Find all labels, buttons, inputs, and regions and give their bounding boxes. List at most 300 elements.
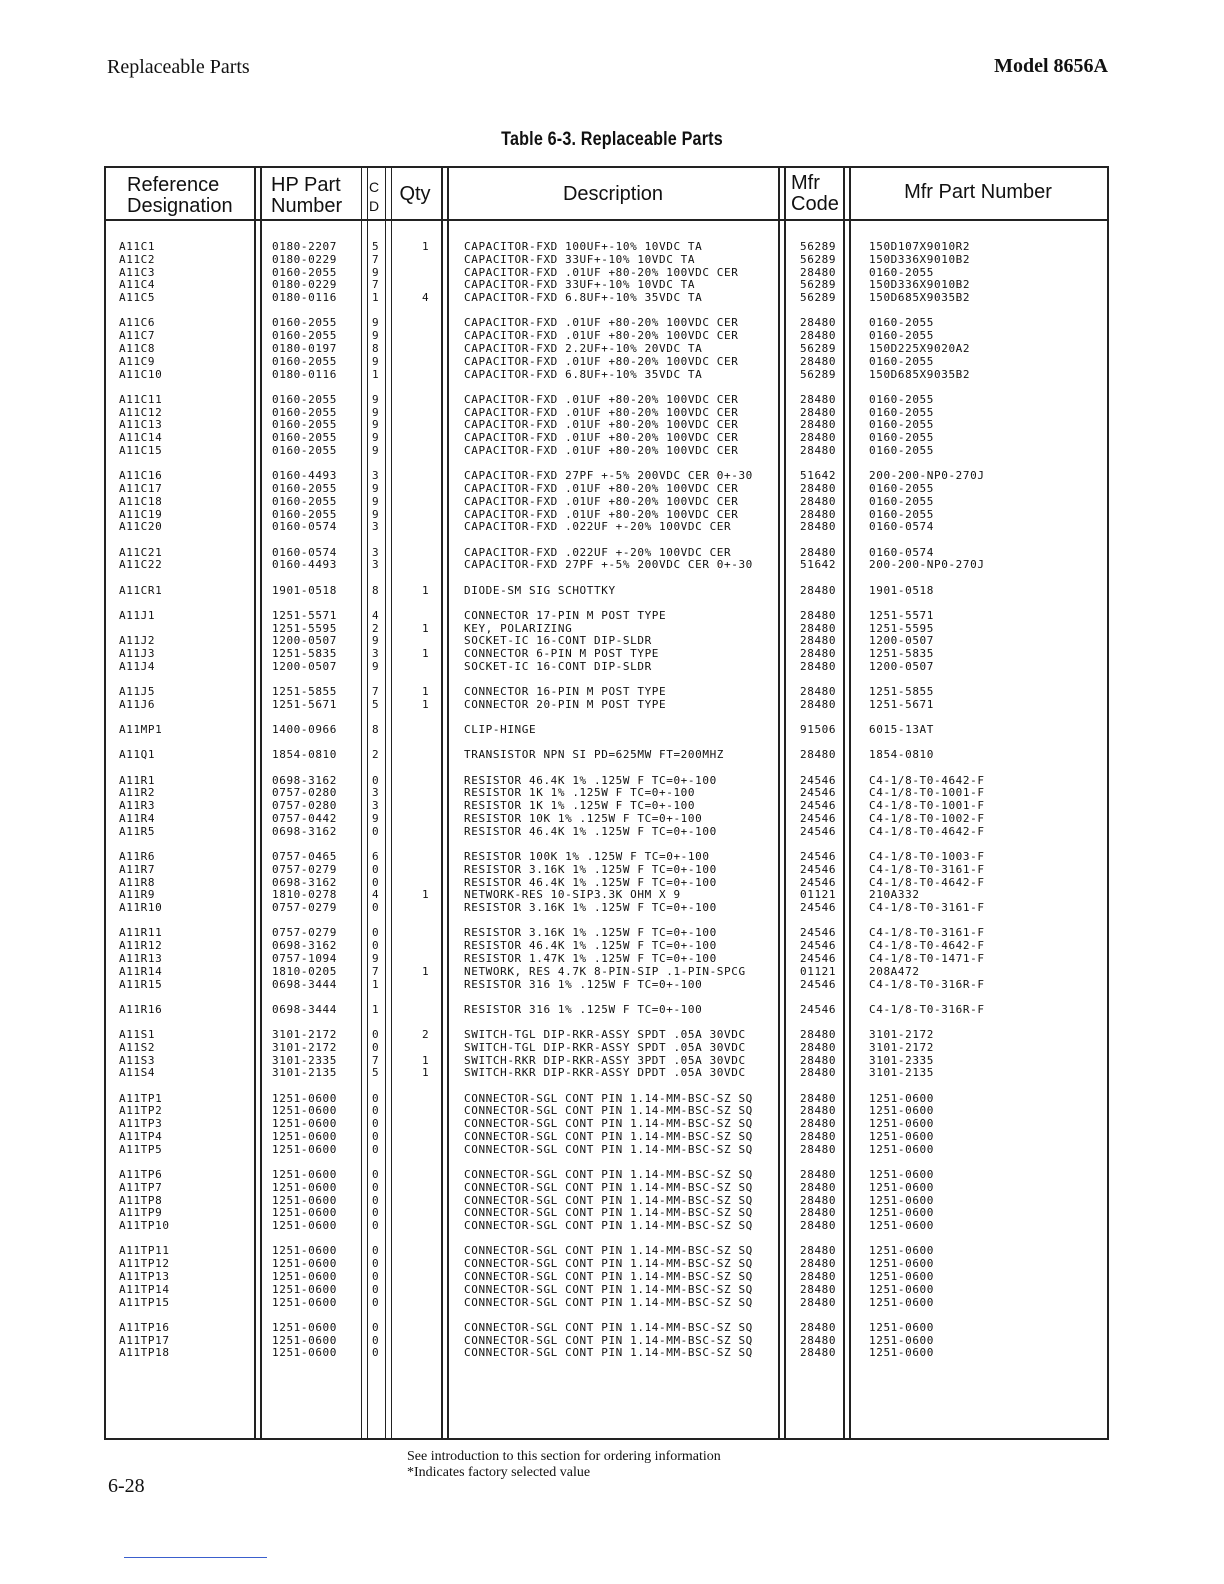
cell-hp-part: 1200-0507 (272, 634, 338, 648)
cell-reference: A11R15 (119, 977, 163, 991)
cell-reference: A11C4 (119, 278, 156, 292)
cell-description: RESISTOR 3.16K 1% .125W F TC=0+-100 (464, 862, 717, 876)
cell-cd: 1 (372, 1002, 380, 1016)
cell-reference: A11C6 (119, 316, 156, 330)
cell-description: SOCKET-IC 16-CONT DIP-SLDR (464, 660, 652, 673)
cell-mfr-code: 28480 (800, 316, 837, 330)
cell-cd: 0 (372, 1295, 380, 1309)
cell-mfr-part-number: 1251-0600 (869, 1219, 935, 1233)
cell-reference: A11S4 (119, 1066, 156, 1080)
cell-cd: 0 (372, 1257, 380, 1271)
cell-mfr-code: 28480 (800, 1028, 837, 1041)
cell-mfr-code: 24546 (800, 850, 837, 863)
cell-description: CONNECTOR-SGL CONT PIN 1.14-MM-BSC-SZ SQ (464, 1104, 753, 1118)
cell-reference: A11R8 (119, 875, 156, 889)
cell-description: CAPACITOR-FXD 27PF +-5% 200VDC CER 0+-30 (464, 469, 753, 483)
cell-cd: 0 (372, 1168, 380, 1181)
cell-mfr-part-number: C4-1/8-T0-3161-F (869, 901, 985, 915)
cell-mfr-part-number: 1251-0600 (869, 1130, 935, 1143)
cell-cd: 7 (372, 278, 380, 292)
cell-mfr-part-number: C4-1/8-T0-1471-F (869, 952, 985, 965)
cell-mfr-code: 28480 (800, 482, 837, 495)
cell-mfr-part-number: 0160-2055 (869, 418, 935, 432)
cell-cd: 9 (372, 494, 380, 508)
cell-qty: 4 (422, 291, 430, 305)
cell-hp-part: 1251-0600 (272, 1104, 338, 1118)
cell-description: RESISTOR 100K 1% .125W F TC=0+-100 (464, 850, 710, 863)
cell-mfr-code: 56289 (800, 278, 837, 292)
cell-description: SOCKET-IC 16-CONT DIP-SLDR (464, 634, 652, 648)
cell-cd: 9 (372, 507, 380, 521)
cell-mfr-part-number: C4-1/8-T0-1002-F (869, 812, 985, 825)
cell-reference: A11J5 (119, 685, 156, 699)
cell-mfr-code: 28480 (800, 1244, 837, 1258)
cell-description: CONNECTOR-SGL CONT PIN 1.14-MM-BSC-SZ SQ (464, 1117, 753, 1131)
cell-cd: 9 (372, 952, 380, 965)
cell-mfr-code: 01121 (800, 888, 837, 902)
cell-cd: 9 (372, 316, 380, 330)
cell-mfr-part-number: 0160-0574 (869, 520, 935, 534)
cell-mfr-code: 28480 (800, 1091, 837, 1105)
cell-qty: 1 (422, 888, 430, 902)
cell-hp-part: 0160-2055 (272, 405, 338, 419)
cell-mfr-part-number: 0160-2055 (869, 507, 935, 521)
cell-mfr-code: 28480 (800, 1282, 837, 1296)
cell-hp-part: 1251-0600 (272, 1282, 338, 1296)
cell-description: RESISTOR 46.4K 1% .125W F TC=0+-100 (464, 773, 717, 787)
cell-mfr-part-number: 0160-2055 (869, 354, 935, 368)
cell-cd: 0 (372, 1346, 380, 1360)
cell-mfr-code: 28480 (800, 545, 837, 559)
page-header-left: Replaceable Parts (107, 56, 250, 78)
cell-description: CONNECTOR 6-PIN M POST TYPE (464, 647, 660, 661)
cell-description: RESISTOR 316 1% .125W F TC=0+-100 (464, 977, 703, 991)
cell-hp-part: 0160-2055 (272, 354, 338, 368)
cell-mfr-part-number: C4-1/8-T0-1001-F (869, 799, 985, 813)
cell-reference: A11C21 (119, 545, 163, 559)
cell-cd: 0 (372, 824, 380, 838)
cell-mfr-part-number: 0160-2055 (869, 494, 935, 508)
page-number: 6-28 (108, 1475, 145, 1497)
cell-description: CAPACITOR-FXD .022UF +-20% 100VDC CER (464, 545, 732, 559)
cell-reference: A11J4 (119, 660, 156, 673)
cell-mfr-part-number: C4-1/8-T0-4642-F (869, 939, 985, 953)
cell-reference: A11TP16 (119, 1320, 170, 1334)
cell-description: KEY, POLARIZING (464, 621, 573, 635)
cell-mfr-code: 28480 (800, 583, 837, 597)
cell-reference: A11R10 (119, 901, 163, 915)
cell-hp-part: 1251-5595 (272, 621, 338, 635)
cell-description: RESISTOR 3.16K 1% .125W F TC=0+-100 (464, 901, 717, 915)
cell-cd: 0 (372, 1142, 380, 1156)
cell-qty: 1 (422, 685, 430, 699)
cell-cd: 9 (372, 392, 380, 406)
cell-reference: A11C22 (119, 558, 163, 572)
cell-reference: A11S1 (119, 1028, 156, 1041)
cell-reference: A11TP18 (119, 1346, 170, 1360)
cell-cd: 9 (372, 812, 380, 825)
cell-reference: A11TP14 (119, 1282, 170, 1296)
cell-cd: 9 (372, 634, 380, 648)
col-head-mfr-part-number: Mfr Part Number (904, 181, 1052, 203)
cell-qty: 1 (422, 964, 430, 978)
cell-mfr-part-number: 1854-0810 (869, 748, 935, 762)
cell-description: RESISTOR 1K 1% .125W F TC=0+-100 (464, 799, 696, 813)
col-head-reference: Reference Designation (127, 174, 233, 217)
cell-mfr-code: 28480 (800, 660, 837, 673)
cell-mfr-code: 28480 (800, 608, 837, 622)
cell-cd: 1 (372, 367, 380, 381)
cell-mfr-code: 24546 (800, 773, 837, 787)
cell-mfr-code: 28480 (800, 1117, 837, 1131)
cell-mfr-code: 28480 (800, 1295, 837, 1309)
cell-reference: A11R7 (119, 862, 156, 876)
cell-cd: 7 (372, 252, 380, 266)
cell-qty: 1 (422, 1066, 430, 1080)
cell-reference: A11S2 (119, 1040, 156, 1054)
cell-description: CONNECTOR-SGL CONT PIN 1.14-MM-BSC-SZ SQ (464, 1257, 753, 1271)
cell-hp-part: 0180-0116 (272, 291, 338, 305)
cell-hp-part: 3101-2335 (272, 1053, 338, 1067)
cell-reference: A11TP1 (119, 1091, 163, 1105)
cell-mfr-code: 28480 (800, 1104, 837, 1118)
cell-mfr-part-number: 1251-0600 (869, 1295, 935, 1309)
cell-reference: A11R14 (119, 964, 163, 978)
cell-cd: 0 (372, 1193, 380, 1207)
cell-description: CAPACITOR-FXD .01UF +80-20% 100VDC CER (464, 431, 739, 445)
cell-mfr-part-number: C4-1/8-T0-316R-F (869, 977, 985, 991)
cell-hp-part: 0180-0229 (272, 252, 338, 266)
cell-description: RESISTOR 1K 1% .125W F TC=0+-100 (464, 786, 696, 800)
cell-mfr-code: 28480 (800, 748, 837, 762)
cell-mfr-code: 24546 (800, 901, 837, 915)
cell-cd: 4 (372, 608, 380, 622)
cell-cd: 3 (372, 799, 380, 813)
cell-mfr-code: 28480 (800, 1346, 837, 1360)
cell-reference: A11J3 (119, 647, 156, 661)
cell-hp-part: 0698-3162 (272, 824, 338, 838)
cell-cd: 6 (372, 850, 380, 863)
cell-qty: 1 (422, 1053, 430, 1067)
cell-mfr-part-number: 1251-0600 (869, 1193, 935, 1207)
cell-description: SWITCH-RKR DIP-RKR-ASSY DPDT .05A 30VDC (464, 1066, 746, 1080)
cell-reference: A11C16 (119, 469, 163, 483)
col-head-hp-part: HP Part Number (271, 174, 343, 217)
cell-cd: 0 (372, 1320, 380, 1334)
cell-cd: 0 (372, 1028, 380, 1041)
cell-mfr-part-number: 208A472 (869, 964, 920, 978)
cell-reference: A11C19 (119, 507, 163, 521)
cell-description: SWITCH-RKR DIP-RKR-ASSY 3PDT .05A 30VDC (464, 1053, 746, 1067)
cell-reference: A11TP10 (119, 1219, 170, 1233)
cell-hp-part: 1251-0600 (272, 1130, 338, 1143)
cell-hp-part: 0698-3162 (272, 939, 338, 953)
cell-hp-part: 1251-0600 (272, 1180, 338, 1194)
cell-hp-part: 1251-0600 (272, 1117, 338, 1131)
cell-mfr-code: 24546 (800, 786, 837, 800)
cell-mfr-part-number: 200-200-NP0-270J (869, 558, 985, 572)
cell-mfr-part-number: 1901-0518 (869, 583, 935, 597)
cell-hp-part: 0160-4493 (272, 558, 338, 572)
cell-cd: 0 (372, 1180, 380, 1194)
cell-hp-part: 1251-0600 (272, 1142, 338, 1156)
cell-mfr-part-number: 1200-0507 (869, 660, 935, 673)
cell-mfr-part-number: C4-1/8-T0-1003-F (869, 850, 985, 863)
cell-hp-part: 0757-0279 (272, 862, 338, 876)
cell-qty: 2 (422, 1028, 430, 1041)
cell-hp-part: 0160-2055 (272, 392, 338, 406)
cell-mfr-code: 51642 (800, 558, 837, 572)
cell-mfr-part-number: 3101-2172 (869, 1040, 935, 1054)
cell-mfr-part-number: 150D685X9035B2 (869, 291, 971, 305)
cell-mfr-part-number: 150D336X9010B2 (869, 252, 971, 266)
cell-mfr-part-number: 1251-0600 (869, 1206, 935, 1220)
cell-mfr-code: 56289 (800, 342, 837, 355)
cell-cd: 9 (372, 444, 380, 457)
col-head-description: Description (562, 183, 664, 205)
cell-mfr-code: 24546 (800, 926, 837, 940)
cell-hp-part: 1251-0600 (272, 1193, 338, 1207)
cell-qty: 1 (422, 621, 430, 635)
cell-mfr-code: 28480 (800, 1130, 837, 1143)
cell-reference: A11C17 (119, 482, 163, 495)
cell-cd: 1 (372, 291, 380, 305)
cell-hp-part: 0160-0574 (272, 545, 338, 559)
cell-reference: A11TP4 (119, 1130, 163, 1143)
cell-description: CAPACITOR-FXD 6.8UF+-10% 35VDC TA (464, 291, 703, 305)
cell-description: CONNECTOR-SGL CONT PIN 1.14-MM-BSC-SZ SQ (464, 1193, 753, 1207)
cell-mfr-part-number: 150D107X9010R2 (869, 240, 971, 253)
cell-reference: A11C10 (119, 367, 163, 381)
cell-description: CAPACITOR-FXD 27PF +-5% 200VDC CER 0+-30 (464, 558, 753, 572)
cell-mfr-code: 28480 (800, 1040, 837, 1054)
cell-cd: 9 (372, 405, 380, 419)
cell-description: CONNECTOR-SGL CONT PIN 1.14-MM-BSC-SZ SQ (464, 1180, 753, 1194)
cell-mfr-part-number: 1251-0600 (869, 1244, 935, 1258)
cell-mfr-code: 28480 (800, 621, 837, 635)
cell-hp-part: 3101-2172 (272, 1028, 338, 1041)
cell-hp-part: 1854-0810 (272, 748, 338, 762)
cell-reference: A11R5 (119, 824, 156, 838)
cell-mfr-code: 51642 (800, 469, 837, 483)
cell-hp-part: 1251-5855 (272, 685, 338, 699)
cell-description: CAPACITOR-FXD .01UF +80-20% 100VDC CER (464, 405, 739, 419)
cell-cd: 9 (372, 482, 380, 495)
cell-cd: 9 (372, 265, 380, 279)
cell-mfr-code: 28480 (800, 1270, 837, 1283)
cell-cd: 4 (372, 888, 380, 902)
cell-mfr-part-number: 1251-5571 (869, 608, 935, 622)
cell-description: RESISTOR 316 1% .125W F TC=0+-100 (464, 1002, 703, 1016)
cell-qty: 1 (422, 698, 430, 711)
cell-cd: 3 (372, 545, 380, 559)
cell-reference: A11R1 (119, 773, 156, 787)
cell-mfr-part-number: 1200-0507 (869, 634, 935, 648)
cell-mfr-code: 28480 (800, 698, 837, 711)
cell-qty: 1 (422, 240, 430, 253)
cell-mfr-code: 28480 (800, 354, 837, 368)
cell-reference: A11TP8 (119, 1193, 163, 1207)
cell-mfr-part-number: 1251-5595 (869, 621, 935, 635)
cell-reference: A11TP3 (119, 1117, 163, 1131)
cell-mfr-part-number: 1251-0600 (869, 1104, 935, 1118)
cell-reference: A11R13 (119, 952, 163, 965)
cell-mfr-part-number: C4-1/8-T0-1001-F (869, 786, 985, 800)
cell-mfr-code: 24546 (800, 799, 837, 813)
cell-cd: 8 (372, 583, 380, 597)
cell-reference: A11TP15 (119, 1295, 170, 1309)
cell-description: RESISTOR 46.4K 1% .125W F TC=0+-100 (464, 824, 717, 838)
cell-description: CONNECTOR-SGL CONT PIN 1.14-MM-BSC-SZ SQ (464, 1244, 753, 1258)
cell-cd: 0 (372, 1040, 380, 1054)
cell-description: CONNECTOR-SGL CONT PIN 1.14-MM-BSC-SZ SQ (464, 1270, 753, 1283)
cell-reference: A11R6 (119, 850, 156, 863)
cell-reference: A11TP11 (119, 1244, 170, 1258)
cell-mfr-code: 28480 (800, 265, 837, 279)
cell-reference: A11TP2 (119, 1104, 163, 1118)
cell-hp-part: 0180-2207 (272, 240, 338, 253)
cell-description: CAPACITOR-FXD .01UF +80-20% 100VDC CER (464, 265, 739, 279)
cell-mfr-part-number: 1251-0600 (869, 1346, 935, 1360)
cell-description: CAPACITOR-FXD .01UF +80-20% 100VDC CER (464, 329, 739, 343)
cell-mfr-code: 28480 (800, 1257, 837, 1271)
cell-mfr-part-number: 1251-0600 (869, 1142, 935, 1156)
cell-mfr-part-number: 1251-0600 (869, 1180, 935, 1194)
cell-description: CONNECTOR 20-PIN M POST TYPE (464, 698, 667, 711)
cell-hp-part: 1251-0600 (272, 1257, 338, 1271)
cell-mfr-code: 28480 (800, 1168, 837, 1181)
cell-mfr-part-number: C4-1/8-T0-316R-F (869, 1002, 985, 1016)
cell-description: CONNECTOR-SGL CONT PIN 1.14-MM-BSC-SZ SQ (464, 1333, 753, 1347)
cell-mfr-code: 28480 (800, 685, 837, 699)
cell-mfr-part-number: C4-1/8-T0-3161-F (869, 926, 985, 940)
cell-hp-part: 0160-2055 (272, 418, 338, 432)
cell-hp-part: 1251-5835 (272, 647, 338, 661)
cell-hp-part: 3101-2135 (272, 1066, 338, 1080)
cell-hp-part: 1251-0600 (272, 1295, 338, 1309)
cell-cd: 9 (372, 660, 380, 673)
cell-description: CONNECTOR-SGL CONT PIN 1.14-MM-BSC-SZ SQ (464, 1346, 753, 1360)
cell-description: CAPACITOR-FXD 33UF+-10% 10VDC TA (464, 278, 696, 292)
cell-description: CAPACITOR-FXD 100UF+-10% 10VDC TA (464, 240, 703, 253)
cell-reference: A11S3 (119, 1053, 156, 1067)
cell-reference: A11TP9 (119, 1206, 163, 1220)
cell-reference: A11C3 (119, 265, 156, 279)
cell-hp-part: 0180-0229 (272, 278, 338, 292)
cell-hp-part: 0698-3444 (272, 1002, 338, 1016)
cell-reference: A11Q1 (119, 748, 156, 762)
cell-cd: 0 (372, 1206, 380, 1220)
cell-mfr-code: 28480 (800, 1333, 837, 1347)
cell-mfr-part-number: 0160-0574 (869, 545, 935, 559)
cell-hp-part: 0757-1094 (272, 952, 338, 965)
cell-mfr-code: 28480 (800, 405, 837, 419)
cell-mfr-part-number: 150D336X9010B2 (869, 278, 971, 292)
cell-cd: 9 (372, 418, 380, 432)
cell-hp-part: 0757-0279 (272, 901, 338, 915)
cell-description: SWITCH-TGL DIP-RKR-ASSY SPDT .05A 30VDC (464, 1028, 746, 1041)
cell-reference: A11C2 (119, 252, 156, 266)
cell-description: CAPACITOR-FXD .01UF +80-20% 100VDC CER (464, 418, 739, 432)
cell-mfr-part-number: 1251-0600 (869, 1333, 935, 1347)
cell-hp-part: 1251-0600 (272, 1091, 338, 1105)
cell-mfr-code: 28480 (800, 1180, 837, 1194)
cell-mfr-code: 28480 (800, 392, 837, 406)
cell-cd: 0 (372, 926, 380, 940)
cell-mfr-part-number: 1251-5835 (869, 647, 935, 661)
cell-hp-part: 1251-0600 (272, 1219, 338, 1233)
cell-mfr-part-number: 3101-2172 (869, 1028, 935, 1041)
cell-mfr-part-number: C4-1/8-T0-3161-F (869, 862, 985, 876)
cell-reference: A11C1 (119, 240, 156, 253)
cell-cd: 0 (372, 1130, 380, 1143)
cell-mfr-part-number: 0160-2055 (869, 405, 935, 419)
cell-mfr-code: 56289 (800, 367, 837, 381)
cell-reference: A11C18 (119, 494, 163, 508)
cell-mfr-code: 24546 (800, 939, 837, 953)
page-header-right: Model 8656A (994, 55, 1108, 77)
cell-cd: 8 (372, 723, 380, 737)
cell-mfr-part-number: 200-200-NP0-270J (869, 469, 985, 483)
cell-description: TRANSISTOR NPN SI PD=625MW FT=200MHZ (464, 748, 725, 762)
cell-hp-part: 0757-0442 (272, 812, 338, 825)
cell-description: CONNECTOR-SGL CONT PIN 1.14-MM-BSC-SZ SQ (464, 1295, 753, 1309)
cell-hp-part: 1200-0507 (272, 660, 338, 673)
cell-cd: 3 (372, 786, 380, 800)
cell-mfr-part-number: 1251-0600 (869, 1091, 935, 1105)
cell-hp-part: 1810-0278 (272, 888, 338, 902)
cell-cd: 0 (372, 1282, 380, 1296)
cell-reference: A11TP12 (119, 1257, 170, 1271)
cell-mfr-code: 56289 (800, 252, 837, 266)
cell-hp-part: 0160-2055 (272, 444, 338, 457)
cell-hp-part: 0160-2055 (272, 494, 338, 508)
cell-reference: A11TP5 (119, 1142, 163, 1156)
cell-description: CAPACITOR-FXD .01UF +80-20% 100VDC CER (464, 482, 739, 495)
cell-cd: 5 (372, 1066, 380, 1080)
cell-description: CONNECTOR-SGL CONT PIN 1.14-MM-BSC-SZ SQ (464, 1320, 753, 1334)
cell-reference: A11R9 (119, 888, 156, 902)
cell-description: RESISTOR 3.16K 1% .125W F TC=0+-100 (464, 926, 717, 940)
cell-reference: A11TP17 (119, 1333, 170, 1347)
cell-cd: 2 (372, 621, 380, 635)
cell-mfr-code: 28480 (800, 647, 837, 661)
cell-description: NETWORK-RES 10-SIP3.3K OHM X 9 (464, 888, 681, 902)
cell-cd: 0 (372, 1333, 380, 1347)
cell-hp-part: 1400-0966 (272, 723, 338, 737)
cell-description: RESISTOR 46.4K 1% .125W F TC=0+-100 (464, 875, 717, 889)
cell-mfr-part-number: 1251-5671 (869, 698, 935, 711)
cell-mfr-code: 56289 (800, 291, 837, 305)
cell-hp-part: 0160-2055 (272, 316, 338, 330)
cell-cd: 0 (372, 875, 380, 889)
cell-mfr-part-number: 1251-0600 (869, 1270, 935, 1283)
cell-hp-part: 0180-0116 (272, 367, 338, 381)
cell-reference: A11C5 (119, 291, 156, 305)
cell-cd: 2 (372, 748, 380, 762)
cell-hp-part: 0757-0465 (272, 850, 338, 863)
cell-description: CONNECTOR-SGL CONT PIN 1.14-MM-BSC-SZ SQ (464, 1206, 753, 1220)
cell-mfr-code: 28480 (800, 1142, 837, 1156)
cell-mfr-part-number: 0160-2055 (869, 316, 935, 330)
cell-cd: 0 (372, 1117, 380, 1131)
cell-reference: A11MP1 (119, 723, 163, 737)
cell-hp-part: 1251-0600 (272, 1206, 338, 1220)
cell-qty: 1 (422, 583, 430, 597)
cell-mfr-code: 28480 (800, 329, 837, 343)
cell-mfr-part-number: 3101-2135 (869, 1066, 935, 1080)
cell-cd: 0 (372, 1270, 380, 1283)
